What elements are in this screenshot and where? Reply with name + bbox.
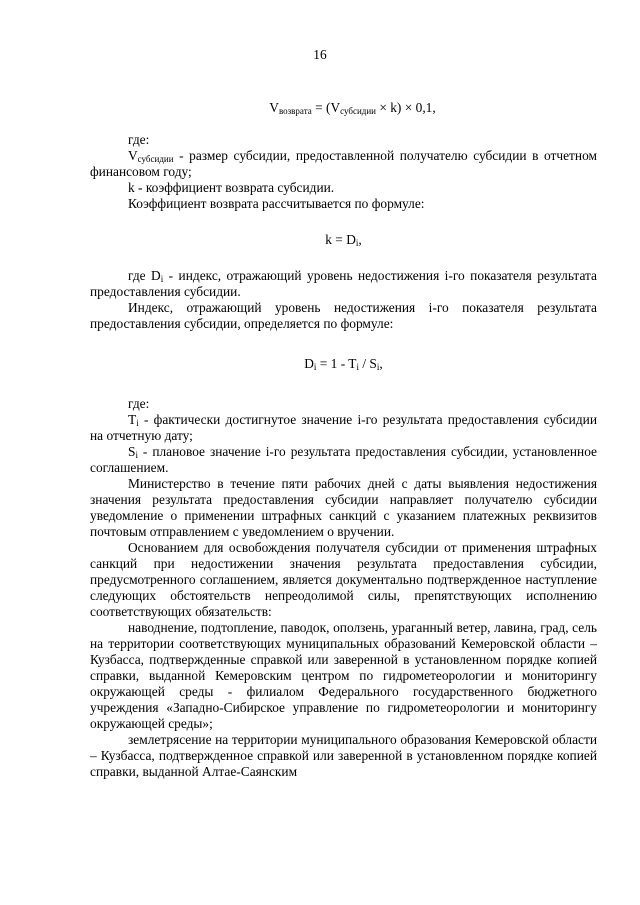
formula-di-d: D	[304, 356, 314, 371]
coefficient-intro: Коэффициент возврата рассчитывается по формуле:	[128, 196, 425, 211]
def-di-text: - индекс, отражающий уровень недостижения i-го показателя результата предоставления субсидии.	[90, 268, 597, 299]
page-number: 16	[313, 47, 327, 62]
formula-k-subscript: i	[355, 238, 359, 248]
formula-di-tail: ,	[379, 356, 383, 371]
formula-v-return-subscript: возврата	[278, 106, 312, 116]
formula-di-s-subscript: i	[376, 362, 380, 372]
where-label-1: где:	[128, 132, 150, 147]
definition-si	[90, 444, 597, 476]
definition-v-subsidy	[90, 148, 597, 180]
formula-k-lhs: k = D	[325, 232, 356, 247]
formula-k	[90, 232, 597, 248]
definition-di	[90, 268, 597, 300]
paragraph-earthquake: землетрясение на территории муниципального образования Кемеровской области – Кузбасса, подтвержденное справкой или заверенной в установленном порядке копией справки, выданной Алтае-Саянским	[90, 732, 597, 779]
def-si-symbol: S	[128, 444, 136, 459]
def-ti-text: - фактически достигнутое значение i-го результата предоставления субсидии на отчетную дату;	[90, 412, 597, 443]
paragraph-exemption-basis: Основанием для освобождения получателя субсидии от применения штрафных санкций при недостижении значения результата предоставления субсидии, предусмотренного соглашением, является документально подтвержденное наступление следующих обстоятельств непреодолимой силы, препятствующих исполнению соответствующих обязательств:	[90, 540, 597, 619]
formula-di	[90, 356, 597, 372]
formula-k-tail: ,	[358, 232, 362, 247]
paragraph-flood-events: наводнение, подтопление, паводок, оползень, ураганный ветер, лавина, град, сель на территории соответствующих муниципальных образований Кемеровской области – Кузбасса, подтвержденные справкой или заверенной в установленном порядке копией справки, выданной Кемеровским центром по гидрометеорологии и мониторингу окружающей среды - филиалом Федерального государственного бюджетного учреждения «Западно-Сибирское управление по гидрометеорологии и мониторингу окружающей среды»;	[90, 620, 597, 731]
formula-v-open: = (V	[311, 100, 341, 115]
def-v-text: - размер субсидии, предоставленной получателю субсидии в отчетном финансовом году;	[90, 148, 597, 179]
formula-v-symbol: V	[269, 100, 279, 115]
definition-ti	[90, 412, 597, 444]
document-body	[90, 100, 597, 780]
index-intro: Индекс, отражающий уровень недостижения i-го показателя результата предоставления субсидии, определяется по формуле:	[90, 300, 597, 331]
formula-di-t-subscript: i	[356, 362, 359, 372]
where-label-2: где:	[128, 396, 150, 411]
formula-v-subsidy-subscript: субсидии	[340, 106, 376, 116]
paragraph-ministry-notice: Министерство в течение пяти рабочих дней с даты выявления недостижения значения результата предоставления субсидии направляет получателю субсидии уведомление о применении штрафных санкций с указанием платежных реквизитов почтовым отправлением с уведомлением о вручении.	[90, 476, 597, 539]
def-si-subscript: i	[135, 450, 138, 460]
def-ti-subscript: i	[136, 418, 139, 428]
def-di-subscript: i	[160, 274, 164, 284]
def-si-text: - плановое значение i-го результата предоставления субсидии, установленное соглашением.	[90, 444, 597, 475]
formula-v-tail: × k) × 0,1,	[375, 100, 436, 115]
formula-di-d-subscript: i	[313, 362, 317, 372]
def-ti-symbol: T	[128, 412, 137, 427]
def-di-prefix: где D	[128, 268, 161, 283]
def-v-subscript: субсидии	[137, 154, 174, 164]
formula-di-mid: = 1 - T	[316, 356, 357, 371]
formula-v-return	[90, 100, 597, 116]
formula-di-slash: / S	[359, 356, 377, 371]
def-v-symbol: V	[128, 148, 138, 163]
definition-k: k - коэффициент возврата субсидии.	[128, 180, 335, 195]
